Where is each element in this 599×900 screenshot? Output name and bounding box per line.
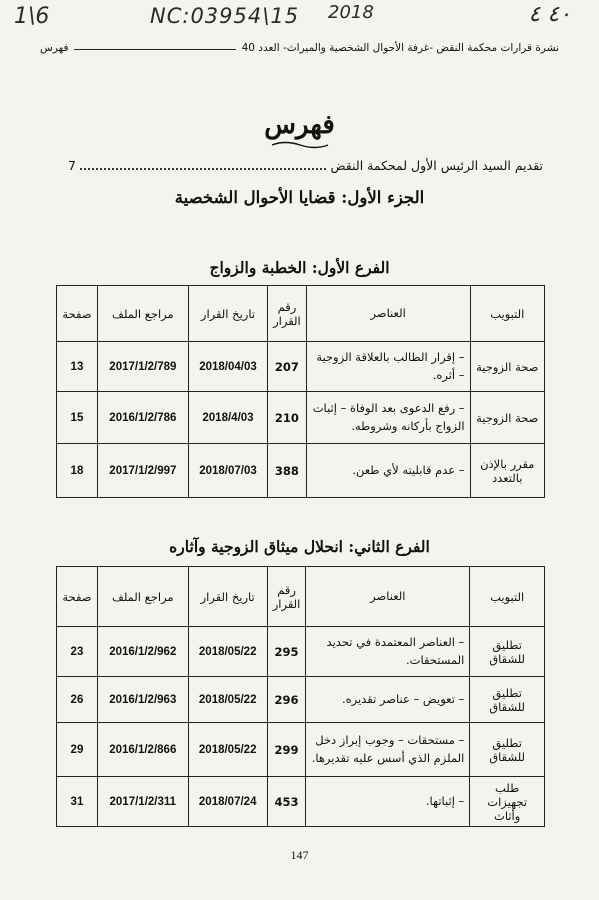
cell-tabwib: طلب تجهيزات وأثاث — [470, 777, 545, 827]
col-elements: العناصر — [306, 567, 470, 627]
cell-file-ref: 2017/1/2/311 — [97, 777, 188, 827]
branch1-heading: الفرع الأول: الخطبة والزواج — [209, 258, 390, 277]
page-title: فهرس — [264, 110, 335, 140]
running-header — [40, 42, 559, 54]
cell-elements: – رفع الدعوى بعد الوفاة – إثبات الزواج بأركانه وشروطه. — [306, 392, 470, 444]
intro-page: 7 — [68, 158, 76, 173]
cell-decision-date: 2018/4/03 — [188, 392, 267, 444]
cell-decision-number: 299 — [267, 723, 306, 777]
table-row — [57, 777, 545, 827]
cell-decision-date: 2018/07/03 — [188, 444, 267, 498]
cell-decision-number: 296 — [267, 677, 306, 723]
cell-page: 23 — [57, 627, 98, 677]
table-row — [57, 627, 545, 677]
cell-file-ref: 2016/1/2/962 — [97, 627, 188, 677]
handwritten-mark-left: 1\6 — [14, 4, 50, 29]
cell-tabwib: تطليق للشقاق — [470, 677, 545, 723]
running-header-rule — [74, 49, 235, 50]
branch2-heading: الفرع الثاني: انحلال ميثاق الزوجية وآثاره — [169, 537, 430, 556]
cell-file-ref: 2016/1/2/786 — [97, 392, 188, 444]
cell-decision-date: 2018/05/22 — [188, 627, 267, 677]
cell-tabwib: تطليق للشقاق — [470, 723, 545, 777]
cell-page: 29 — [57, 723, 98, 777]
cell-tabwib: مقرر بالإذن بالتعدد — [470, 444, 544, 498]
cell-elements: – العناصر المعتمدة في تحديد المستحقات. — [306, 627, 470, 677]
cell-elements: – إثباتها. — [306, 777, 470, 827]
cell-decision-number: 207 — [268, 342, 307, 392]
col-tabwib: التبويب — [470, 286, 544, 342]
cell-file-ref: 2017/1/2/789 — [97, 342, 188, 392]
col-tabwib: التبويب — [470, 567, 545, 627]
table-row — [57, 723, 545, 777]
page-number: 147 — [290, 848, 309, 862]
handwritten-code: NC:03954\15 — [150, 4, 300, 28]
cell-decision-number: 295 — [267, 627, 306, 677]
cell-file-ref: 2017/1/2/997 — [97, 444, 188, 498]
cell-file-ref: 2016/1/2/866 — [97, 723, 188, 777]
col-decision-number: رقم القرار — [268, 286, 307, 342]
cell-decision-date: 2018/05/22 — [188, 677, 267, 723]
intro-line — [68, 158, 543, 173]
handwritten-year: 2018 — [328, 2, 374, 23]
col-page: صفحة — [57, 286, 98, 342]
cell-page: 18 — [57, 444, 98, 498]
cell-tabwib: تطليق للشقاق — [470, 627, 545, 677]
cell-file-ref: 2016/1/2/963 — [97, 677, 188, 723]
col-decision-date: تاريخ القرار — [188, 286, 267, 342]
table-header-row — [57, 567, 545, 627]
cell-tabwib: صحة الزوجية — [470, 392, 544, 444]
table-row — [57, 677, 545, 723]
handwritten-mark-right: ٤٠ ٤ — [528, 2, 571, 27]
cell-elements: – تعويض – عناصر تقديره. — [306, 677, 470, 723]
table-row — [57, 444, 545, 498]
cell-elements: – عدم قابليته لأي طعن. — [306, 444, 470, 498]
cell-decision-number: 453 — [267, 777, 306, 827]
cell-decision-date: 2018/07/24 — [188, 777, 267, 827]
title-flourish-ornament — [270, 140, 330, 150]
cell-elements: – مستحقات – وجوب إبراز دخل الملزم الذي أسس عليه تقديرها. — [306, 723, 470, 777]
running-header-publication: نشرة قرارات محكمة النقض -غرفة الأحوال الشخصية والميراث- العدد 40 — [241, 42, 559, 54]
intro-leader-dots — [80, 158, 327, 170]
cell-decision-number: 388 — [268, 444, 307, 498]
intro-text: تقديم السيد الرئيس الأول لمحكمة النقض — [330, 158, 543, 173]
col-file-ref: مراجع الملف — [97, 286, 188, 342]
cell-decision-date: 2018/04/03 — [188, 342, 267, 392]
cell-decision-number: 210 — [268, 392, 307, 444]
cell-elements: – إقرار الطالب بالعلاقة الزوجية – أثره. — [306, 342, 470, 392]
table-header-row — [57, 286, 545, 342]
running-header-section: فهرس — [40, 42, 69, 54]
cell-page: 15 — [57, 392, 98, 444]
cell-page: 31 — [57, 777, 98, 827]
cell-page: 26 — [57, 677, 98, 723]
col-decision-date: تاريخ القرار — [188, 567, 267, 627]
branch1-table — [56, 285, 545, 498]
part-heading: الجزء الأول: قضايا الأحوال الشخصية — [174, 188, 425, 207]
cell-decision-date: 2018/05/22 — [188, 723, 267, 777]
table-row — [57, 342, 545, 392]
col-page: صفحة — [57, 567, 98, 627]
branch2-table — [56, 566, 545, 827]
cell-page: 13 — [57, 342, 98, 392]
table-row — [57, 392, 545, 444]
col-decision-number: رقم القرار — [267, 567, 306, 627]
col-elements: العناصر — [306, 286, 470, 342]
cell-tabwib: صحة الزوجية — [470, 342, 544, 392]
col-file-ref: مراجع الملف — [97, 567, 188, 627]
